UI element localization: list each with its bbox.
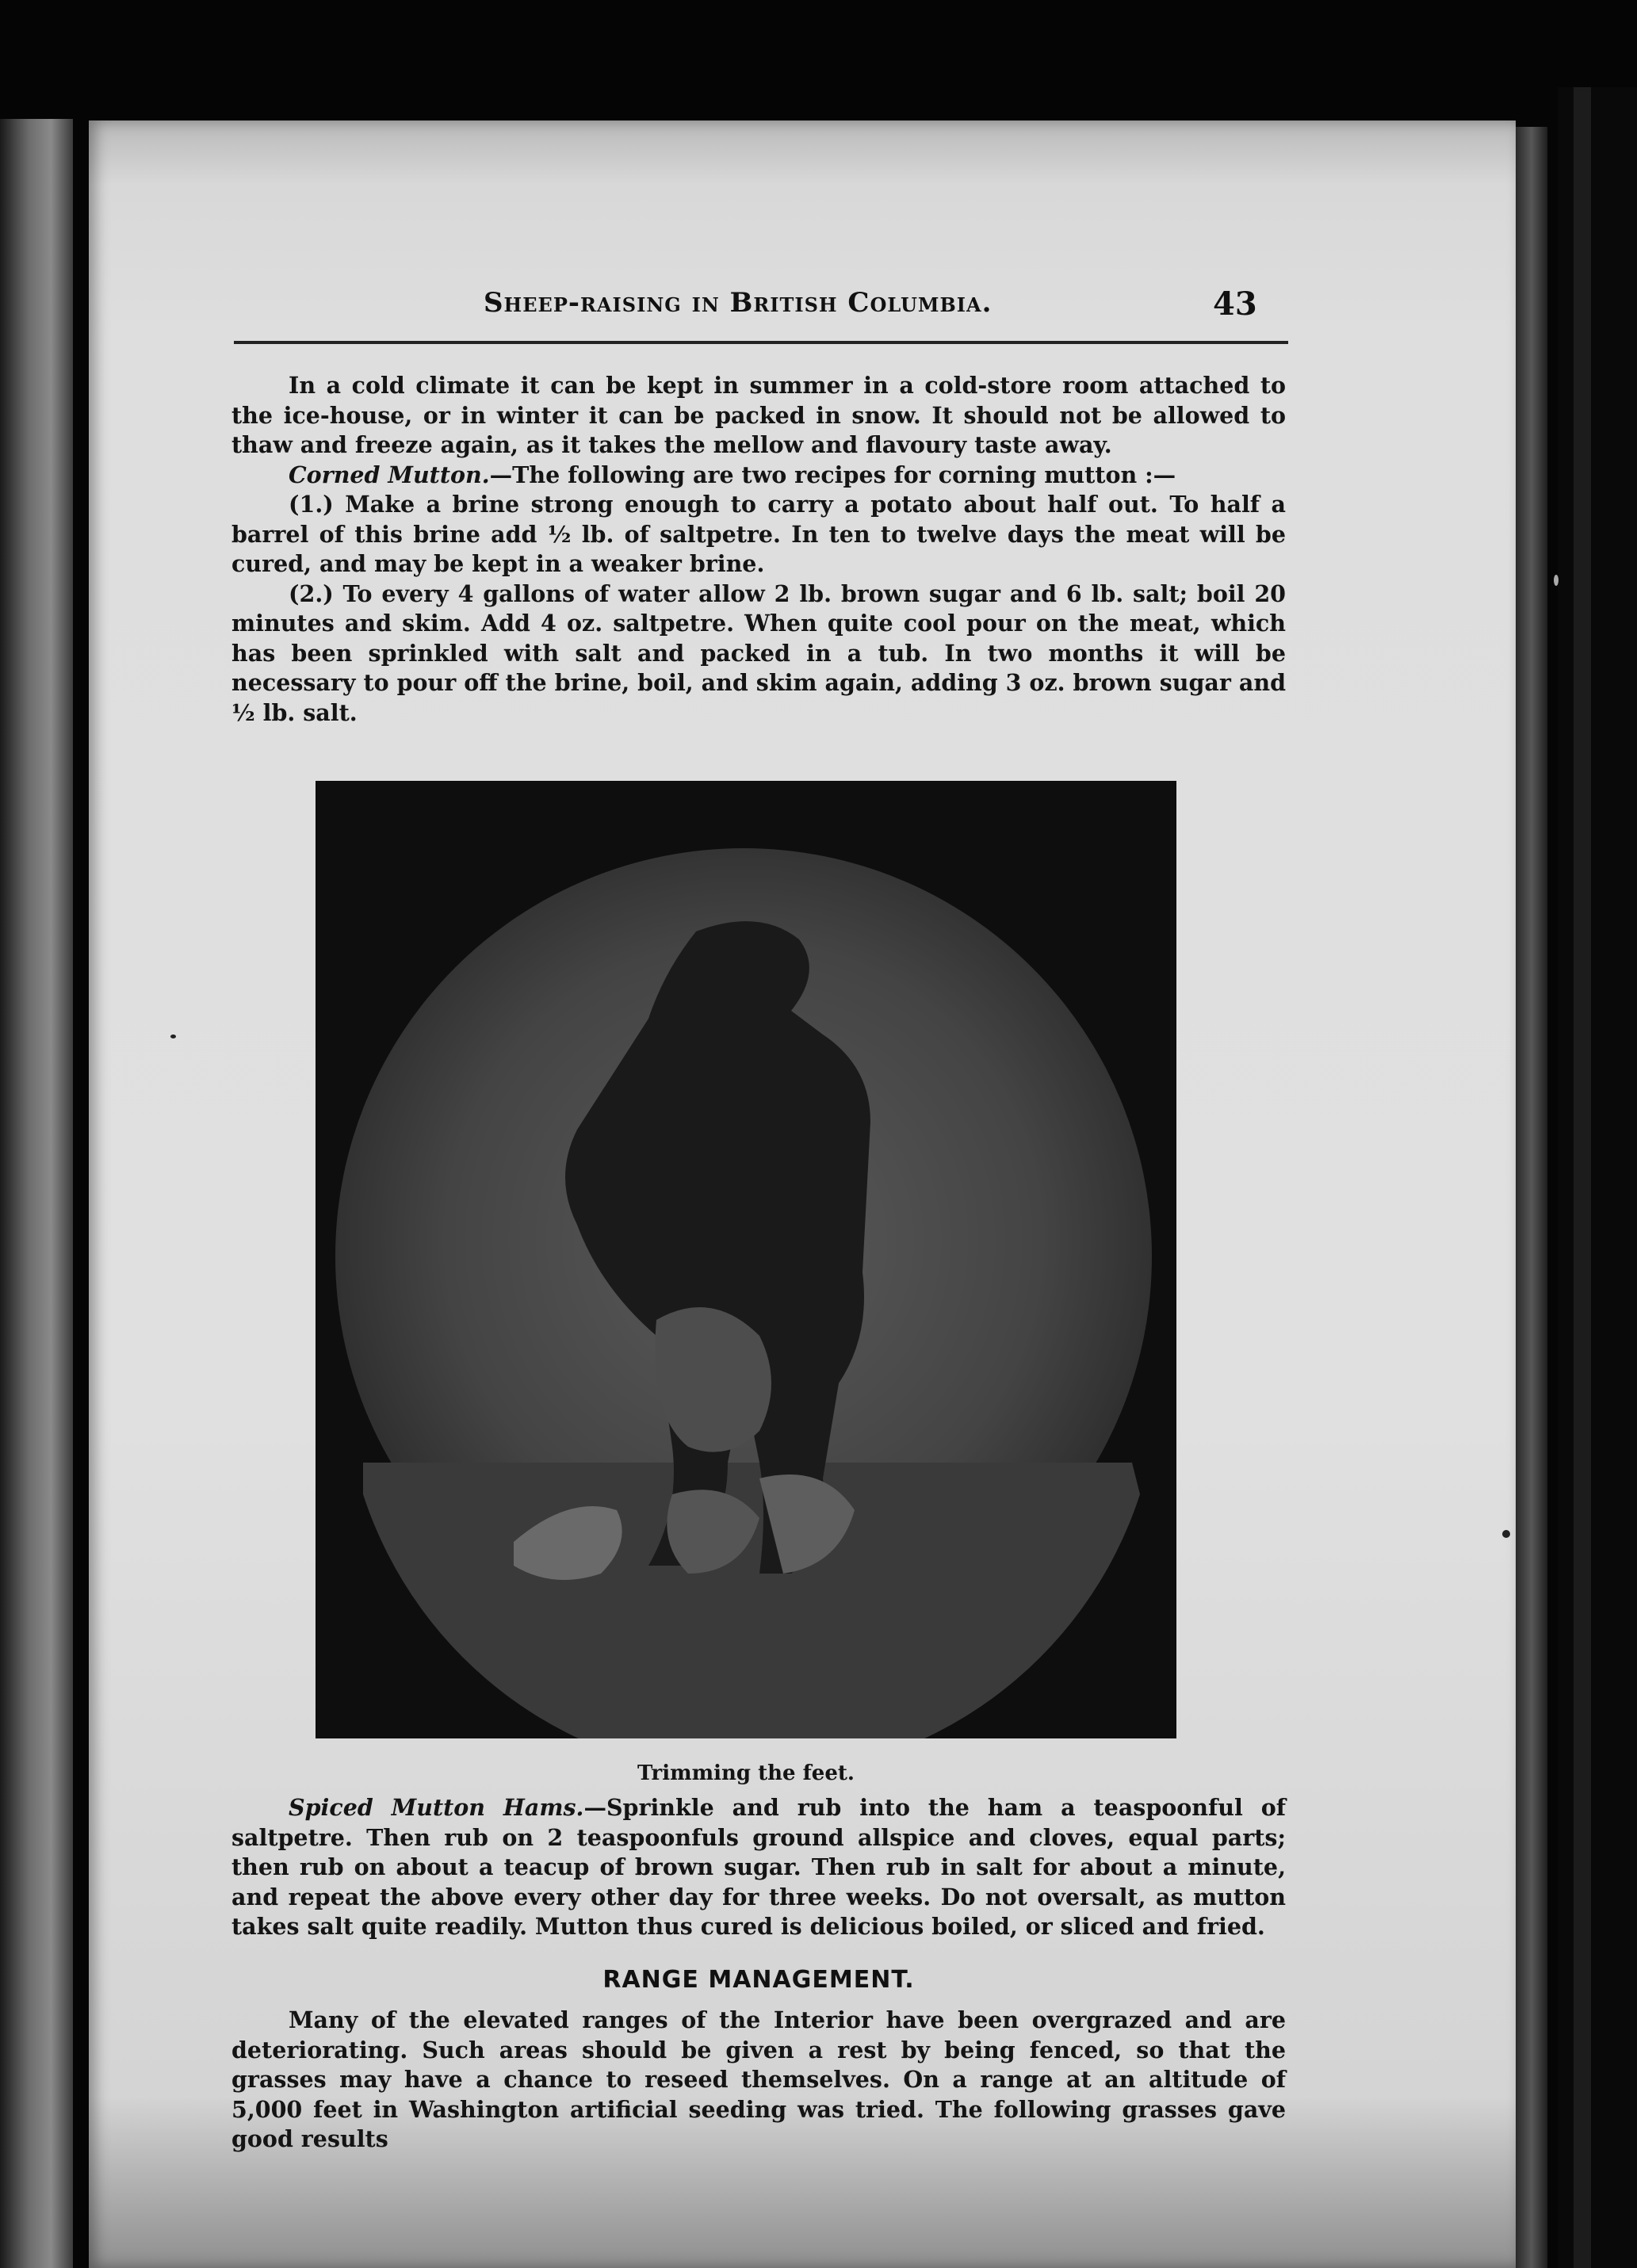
scan-speck xyxy=(1502,1530,1510,1538)
run-in-heading: Spiced Mutton Hams. xyxy=(289,1794,584,1821)
running-header: Sheep-raising in British Columbia. xyxy=(484,287,993,319)
figure-caption: Trimming the feet. xyxy=(637,1761,855,1785)
paragraph-range-management: Many of the elevated ranges of the Interior have been overgrazed and are deteriorating. Such areas should be given a rest by being fenced, so that the grasses may have a chance to reseed themselves. On a range at an altitude of 5,000 feet in Washington artificial seeding was tried. The following grasses gave good results xyxy=(231,2006,1286,2152)
scanner-border-bar xyxy=(1574,87,1591,2268)
bottom-text-block xyxy=(231,2006,1286,2155)
scanner-border xyxy=(1558,87,1637,2268)
middle-text-block xyxy=(231,1793,1286,1942)
scan-speck xyxy=(1554,575,1559,586)
run-in-heading: Corned Mutton. xyxy=(289,461,490,488)
section-heading: RANGE MANAGEMENT. xyxy=(602,1966,915,1994)
page-edge-shadow xyxy=(1516,127,1547,2268)
photograph-trimming-feet xyxy=(316,781,1176,1738)
paragraph-storage: In a cold climate it can be kept in summer in a cold-store room attached to the ice-house, or in winter it can be packed in snow. It should not be allowed to thaw and freeze again, as it takes the mellow and flavoury taste away. xyxy=(231,372,1286,458)
header-rule xyxy=(234,341,1288,344)
scan-speck xyxy=(170,1035,176,1038)
page-number: 43 xyxy=(1213,285,1257,323)
paragraph-recipe-2: (2.) To every 4 gallons of water allow 2 lb. brown sugar and 6 lb. salt; boil 20 minutes and skim. Add 4 oz. saltpetre. When quite cool pour on the meat, which has been sprinkled with salt and packed in a tub. In two months it will be necessary to pour off the brine, boil, and skim again, adding 3 oz. brown sugar and ½ lb. salt. xyxy=(231,579,1286,726)
photograph-illustration xyxy=(316,781,1176,1738)
paragraph-corned-mutton: Corned Mutton.—The following are two recipes for corning mutton :— xyxy=(289,461,1176,488)
adjacent-page-edge xyxy=(0,119,73,2268)
paragraph-recipe-1: (1.) Make a brine strong enough to carry a potato about half out. To half a barrel of this brine add ½ lb. of saltpetre. In ten to twelve days the meat will be cured, and may be kept in a weaker brine. xyxy=(231,491,1286,577)
paragraph-spiced-mutton-hams: Spiced Mutton Hams.—Sprinkle and rub into the ham a teaspoonful of saltpetre. Then rub on 2 teaspoonfuls ground allspice and cloves, equal parts; then rub on about a teacup of brown sugar. Then rub in salt for about a minute, and repeat the above every other day for three weeks. Do not oversalt, as mutton takes salt quite readily. Mutton thus cured is delicious boiled, or sliced and fried. xyxy=(231,1794,1286,1940)
top-text-block xyxy=(231,371,1286,728)
